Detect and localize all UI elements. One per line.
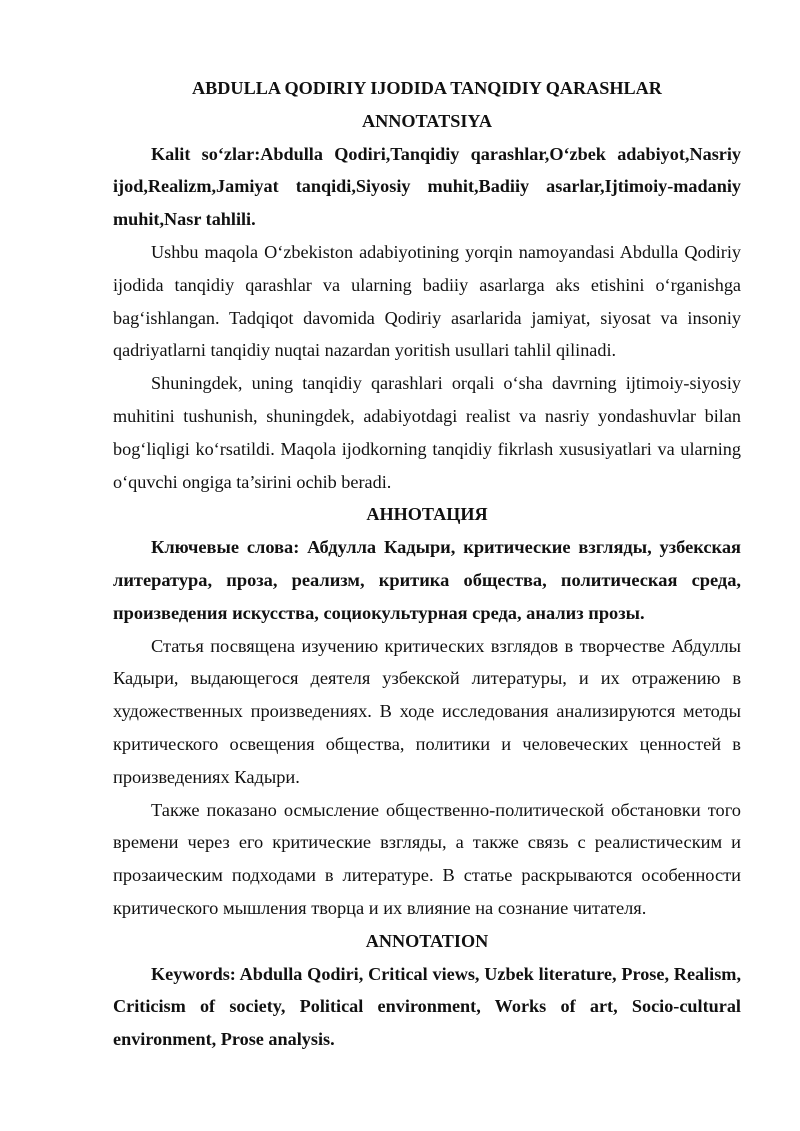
- keywords-ru: Ключевые слова: Абдулла Кадыри, критические взгляды, узбекская литература, проза, реализм, критика общества, политическая среда, произведения искусства, социокультурная среда, анализ прозы.: [113, 537, 741, 623]
- keywords-en: Keywords: Abdulla Qodiri, Critical views, Uzbek literature, Prose, Realism, Criticism of society, Political environment, Works of art, Socio-cultural environment, Prose analysis.: [113, 963, 741, 1050]
- abstract-ru-paragraph-2: Также показано осмысление общественно-политической обстановки того времени через его критические взгляды, а также связь с реалистическим и прозаическим подходами в литературе. В статье раскрываются особенности критического мышления творца и их влияние на сознание читателя.: [113, 799, 741, 918]
- keywords-uz: Kalit so‘zlar:Abdulla Qodiri,Tanqidiy qarashlar,O‘zbek adabiyot,Nasriy ijod,Realizm,Jamiyat tanqidi,Siyosiy muhit,Badiiy asarlar,Ijtimoiy-madaniy muhit,Nasr tahlili.: [113, 143, 741, 230]
- paper-title: ABDULLA QODIRIY IJODIDA TANQIDIY QARASHLAR: [192, 78, 662, 98]
- heading-annotatsiya: ANNOTATSIYA: [361, 110, 493, 131]
- abstract-uz-paragraph-2: Shuningdek, uning tanqidiy qarashlari orqali o‘sha davrning ijtimoiy-siyosiy muhitini tushunish, shuningdek, adabiyotdagi realist va nasriy yondashuvlar bilan bog‘liqligi ko‘rsatildi. Maqola ijodkorning tanqidiy fikrlash xususiyatlari va ularning o‘quvchi ongiga ta’sirini ochib beradi.: [113, 373, 741, 492]
- heading-annotation-en: ANNOTATION: [365, 930, 489, 951]
- heading-annotatsiya-ru: АННОТАЦИЯ: [366, 504, 488, 525]
- abstract-uz-paragraph-1: Ushbu maqola O‘zbekiston adabiyotining yorqin namoyandasi Abdulla Qodiriy ijodida tanqidiy qarashlar va ularning badiiy asarlarga aks etishini o‘rganishga bag‘ishlangan. Tadqiqot davomida Qodiriy asarlarida jamiyat, siyosat va insoniy qadriyatlarni tanqidiy nuqtai nazardan yoritish usullari tahlil qilinadi.: [113, 241, 741, 361]
- abstract-ru-paragraph-1: Статья посвящена изучению критических взглядов в творчестве Абдуллы Кадыри, выдающегося деятеля узбекской литературы, и их отражению в художественных произведениях. В ходе исследования анализируются методы критического освещения общества, политики и человеческих ценностей в произведениях Кадыри.: [113, 635, 741, 787]
- document-page: [113, 70, 741, 1056]
